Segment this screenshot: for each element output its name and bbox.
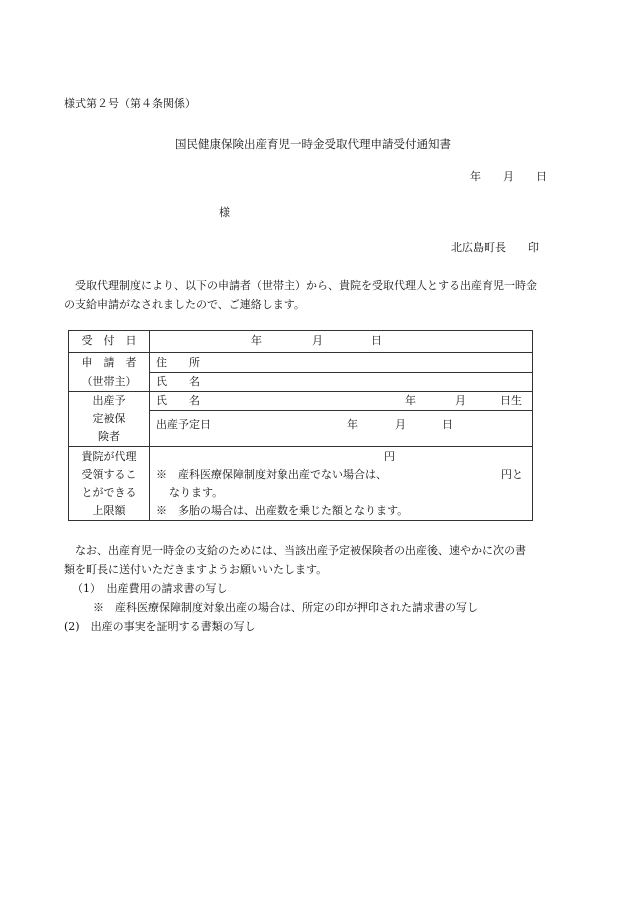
table-row-divider: [68, 446, 533, 447]
outro-line-1: なお、出産育児一時金の支給のためには、当該出産予定被保険者の出産後、速やかに次の書: [75, 544, 526, 557]
table-row-divider: [68, 352, 533, 353]
date-line: 年 月 日: [470, 170, 547, 183]
limit-note-1: ※ 産科医療保障制度対象出産でない場合は、: [156, 468, 387, 481]
issuer-line: 北広島町長 印: [451, 241, 539, 254]
limit-note-2: ※ 多胎の場合は、出産数を乗じた額となります。: [156, 504, 409, 517]
table-row-divider: [68, 391, 533, 392]
due-day: 日: [442, 418, 453, 431]
limit-note-1-cont: なります。: [169, 486, 224, 499]
limit-label-4: 上限額: [92, 504, 126, 517]
addressee-suffix: 様: [219, 206, 230, 219]
reception-month: 月: [312, 334, 323, 347]
table-row-divider: [149, 372, 533, 373]
document-title: 国民健康保険出産育児一時金受取代理申請受付通知書: [175, 137, 451, 151]
outro-line-2: 類を町長に送付いただきますようお願いいたします。: [64, 563, 328, 576]
outro-item-1: （1） 出産費用の請求書の写し: [72, 582, 228, 595]
intro-line-2: の支給申請がなされましたので、ご連絡します。: [64, 298, 305, 311]
limit-note-1-unit: 円と: [501, 468, 523, 481]
birth-year: 年: [405, 394, 416, 407]
due-month: 月: [395, 418, 406, 431]
limit-label-1: 貴院が代理: [81, 450, 137, 463]
insured-label-1: 出産予: [92, 394, 126, 407]
due-year: 年: [347, 418, 358, 431]
intro-line-1: 受取代理制度により、以下の申請者（世帯主）から、貴院を受取代理人とする出産育児一時金: [75, 279, 537, 292]
birth-month: 月: [455, 394, 466, 407]
table-row-divider: [149, 410, 533, 411]
limit-label-3: とができる: [81, 486, 137, 499]
birth-day: 日生: [500, 394, 522, 407]
applicant-label-sub: （世帯主）: [81, 375, 137, 388]
applicant-address-label: 住 所: [156, 356, 200, 369]
insured-name-label: 氏 名: [156, 394, 200, 407]
reception-day: 日: [371, 334, 382, 347]
limit-label-2: 受領するこ: [81, 468, 137, 481]
reception-year: 年: [251, 334, 262, 347]
form-number: 様式第２号（第４条関係）: [64, 97, 196, 110]
outro-item-2: (2) 出産の事実を証明する書類の写し: [64, 620, 256, 633]
due-date-label: 出産予定日: [156, 418, 211, 431]
insured-label-3: 険者: [98, 430, 120, 443]
outro-item-1-note: ※ 産科医療保障制度対象出産の場合は、所定の印が押印された請求書の写し: [93, 601, 478, 614]
insured-label-2: 定被保: [92, 412, 126, 425]
reception-date-label: 受 付 日: [81, 334, 137, 347]
applicant-label: 申 請 者: [81, 356, 137, 369]
limit-amount-unit: 円: [384, 450, 395, 463]
table-column-divider: [149, 330, 150, 521]
applicant-name-label: 氏 名: [156, 375, 200, 388]
